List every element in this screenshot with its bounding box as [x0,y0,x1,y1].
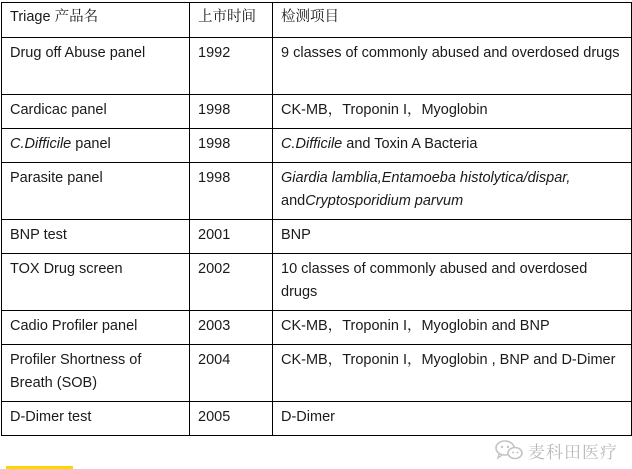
cell-product: Cardicac panel [2,95,190,129]
cell-items: 10 classes of commonly abused and overdosed drugs [273,254,632,311]
cell-product: Cadio Profiler panel [2,311,190,345]
header-product-name: Triage 产品名 [2,3,190,38]
triage-product-table [1,2,632,436]
cell-product: BNP test [2,220,190,254]
cell-product: Drug off Abuse panel [2,38,190,95]
table-row [2,38,632,95]
triage-product-table-container [1,2,631,436]
cell-product: TOX Drug screen [2,254,190,311]
cell-year: 2005 [190,402,273,436]
cell-year: 2001 [190,220,273,254]
cell-product: Profiler Shortness of Breath (SOB) [2,345,190,402]
table-row [2,220,632,254]
cell-year: 1998 [190,129,273,163]
cell-items-rest: and Toxin A Bacteria [342,136,478,152]
table-row [2,163,632,220]
cell-year: 2002 [190,254,273,311]
table-row [2,345,632,402]
wechat-watermark [494,436,618,464]
cell-year: 2004 [190,345,273,402]
cell-items: D-Dimer [273,402,632,436]
cell-items-italic-1: Giardia lamblia,Entamoeba histolytica/dispar, [281,170,571,186]
watermark-text: 麦科田医疗 [528,442,618,463]
table-row [2,95,632,129]
table-row [2,129,632,163]
cell-items: CK-MB，Troponin I，Myoglobin [273,95,632,129]
cell-product-italic: C.Difficile [10,136,72,152]
cell-items [273,163,632,220]
cell-items: BNP [273,220,632,254]
table-row [2,311,632,345]
cell-year: 1998 [190,163,273,220]
header-launch-year: 上市时间 [190,3,273,38]
cell-items-italic-2: Cryptosporidium parvum [305,193,464,209]
table-header-row [2,3,632,38]
cell-items: CK-MB，Troponin I，Myoglobin and BNP [273,311,632,345]
table-row [2,254,632,311]
cell-items: CK-MB，Troponin I，Myoglobin , BNP and D-Dimer [273,345,632,402]
cell-product: Parasite panel [2,163,190,220]
cell-year: 1992 [190,38,273,95]
cell-product [2,129,190,163]
cell-year: 2003 [190,311,273,345]
cell-items-italic: C.Difficile [281,136,343,152]
cell-product-rest: panel [71,136,111,152]
header-test-items: 检测项目 [273,3,632,38]
cell-product: D-Dimer test [2,402,190,436]
cell-items [273,129,632,163]
cell-items-mid: and [281,193,306,209]
cell-year: 1998 [190,95,273,129]
cell-items: 9 classes of commonly abused and overdosed drugs [273,38,632,95]
page-footer [0,436,632,469]
wechat-icon [494,439,524,461]
table-row [2,402,632,436]
